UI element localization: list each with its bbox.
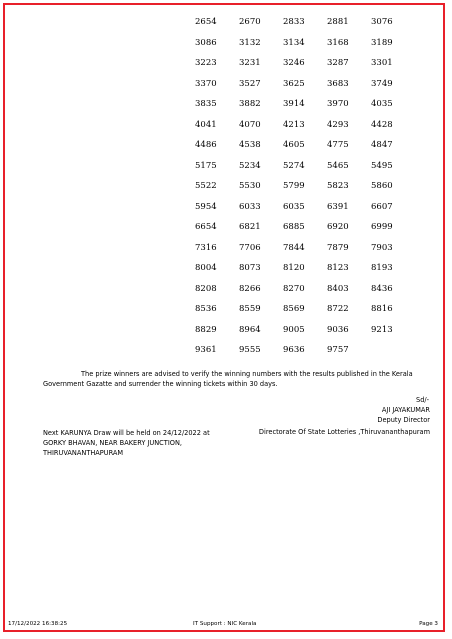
notice-paragraph — [43, 370, 433, 389]
footer-support: IT Support : NIC Kerala — [193, 621, 257, 627]
winning-number: 5860 — [371, 181, 393, 192]
winning-number: 6821 — [239, 222, 261, 233]
winning-number: 8816 — [371, 304, 393, 315]
winning-number: 5823 — [327, 181, 349, 192]
winning-number: 3076 — [371, 17, 393, 28]
winning-number: 3231 — [239, 58, 261, 69]
winning-number: 3835 — [195, 99, 217, 110]
winning-number: 3301 — [371, 58, 393, 69]
winning-number: 6391 — [327, 201, 349, 212]
next-draw-line-1: Next KARUNYA Draw will be held on 24/12/2022 at — [43, 429, 210, 437]
winning-number: 9005 — [283, 324, 305, 335]
notice-line-2: Government Gazatte and surrender the winning tickets within 30 days. — [43, 379, 278, 388]
signatory-title: Deputy Director — [377, 416, 430, 424]
winning-number: 2654 — [195, 17, 217, 28]
winning-number: 8270 — [283, 283, 305, 294]
winning-number: 8964 — [239, 324, 261, 335]
footer-timestamp: 17/12/2022 16:38:25 — [8, 621, 68, 627]
winning-number: 6607 — [371, 201, 393, 212]
winning-number: 6654 — [195, 222, 217, 233]
winning-number: 9636 — [283, 345, 305, 356]
winning-numbers-grid — [195, 12, 415, 361]
winning-number: 9036 — [327, 324, 349, 335]
winning-number: 2670 — [239, 17, 261, 28]
winning-number: 3370 — [195, 78, 217, 89]
winning-number: 4775 — [327, 140, 349, 151]
winning-number: 3914 — [283, 99, 305, 110]
sd-mark: Sd/- — [416, 396, 429, 404]
winning-number: 9213 — [371, 324, 393, 335]
winning-number: 8073 — [239, 263, 261, 274]
winning-number: 3223 — [195, 58, 217, 69]
winning-number: 5175 — [195, 160, 217, 171]
winning-number: 7316 — [195, 242, 217, 253]
winning-number: 5234 — [239, 160, 261, 171]
winning-number: 3683 — [327, 78, 349, 89]
winning-number: 8559 — [239, 304, 261, 315]
winning-number: 8569 — [283, 304, 305, 315]
winning-number: 3749 — [371, 78, 393, 89]
next-draw-info — [43, 428, 243, 458]
winning-number: 4605 — [283, 140, 305, 151]
winning-number: 4035 — [371, 99, 393, 110]
winning-number: 3246 — [283, 58, 305, 69]
winning-number: 5530 — [239, 181, 261, 192]
winning-number: 4486 — [195, 140, 217, 151]
winning-number: 3134 — [283, 37, 305, 48]
next-draw-line-3: THIRUVANANTHAPURAM — [43, 449, 124, 457]
winning-number: 8208 — [195, 283, 217, 294]
next-draw-line-2: GORKY BHAVAN, NEAR BAKERY JUNCTION, — [43, 439, 182, 447]
winning-number: 4041 — [195, 119, 217, 130]
winning-number: 3189 — [371, 37, 393, 48]
winning-number: 5274 — [283, 160, 305, 171]
winning-number: 3882 — [239, 99, 261, 110]
winning-number: 7706 — [239, 242, 261, 253]
winning-number: 6999 — [371, 222, 393, 233]
winning-number: 6035 — [283, 201, 305, 212]
winning-number: 6920 — [327, 222, 349, 233]
winning-number: 6033 — [239, 201, 261, 212]
winning-number: 8403 — [327, 283, 349, 294]
winning-number: 3132 — [239, 37, 261, 48]
winning-number: 2833 — [283, 17, 305, 28]
winning-number: 4070 — [239, 119, 261, 130]
winning-number: 3086 — [195, 37, 217, 48]
winning-number: 6885 — [283, 222, 305, 233]
winning-number: 5465 — [327, 160, 349, 171]
winning-number: 8436 — [371, 283, 393, 294]
winning-number: 8266 — [239, 283, 261, 294]
winning-number: 3287 — [327, 58, 349, 69]
winning-number: 3970 — [327, 99, 349, 110]
winning-number: 5799 — [283, 181, 305, 192]
winning-number: 8193 — [371, 263, 393, 274]
winning-number: 7879 — [327, 242, 349, 253]
winning-number: 4538 — [239, 140, 261, 151]
footer-page-number: Page 3 — [419, 621, 438, 627]
winning-number: 4428 — [371, 119, 393, 130]
winning-number: 4293 — [327, 119, 349, 130]
winning-number: 3625 — [283, 78, 305, 89]
winning-number: 3168 — [327, 37, 349, 48]
winning-number: 8536 — [195, 304, 217, 315]
winning-number: 7844 — [283, 242, 305, 253]
winning-number: 9555 — [239, 345, 261, 356]
winning-number: 3527 — [239, 78, 261, 89]
winning-number: 2881 — [327, 17, 349, 28]
winning-number: 8829 — [195, 324, 217, 335]
winning-number: 8004 — [195, 263, 217, 274]
signatory-name: AJI JAYAKUMAR — [381, 406, 430, 414]
winning-number: 8120 — [283, 263, 305, 274]
winning-number: 9361 — [195, 345, 217, 356]
winning-number: 5522 — [195, 181, 217, 192]
winning-number: 5954 — [195, 201, 217, 212]
winning-number: 9757 — [327, 345, 349, 356]
winning-number: 4213 — [283, 119, 305, 130]
winning-number: 7903 — [371, 242, 393, 253]
winning-number: 5495 — [371, 160, 393, 171]
winning-number: 8123 — [327, 263, 349, 274]
winning-number: 8722 — [327, 304, 349, 315]
winning-number: 4847 — [371, 140, 393, 151]
signatory-org: Directorate Of State Lotteries ,Thiruvananthapuram — [258, 428, 430, 436]
notice-line-1: The prize winners are advised to verify the winning numbers with the results published in the Kerala — [81, 370, 413, 378]
